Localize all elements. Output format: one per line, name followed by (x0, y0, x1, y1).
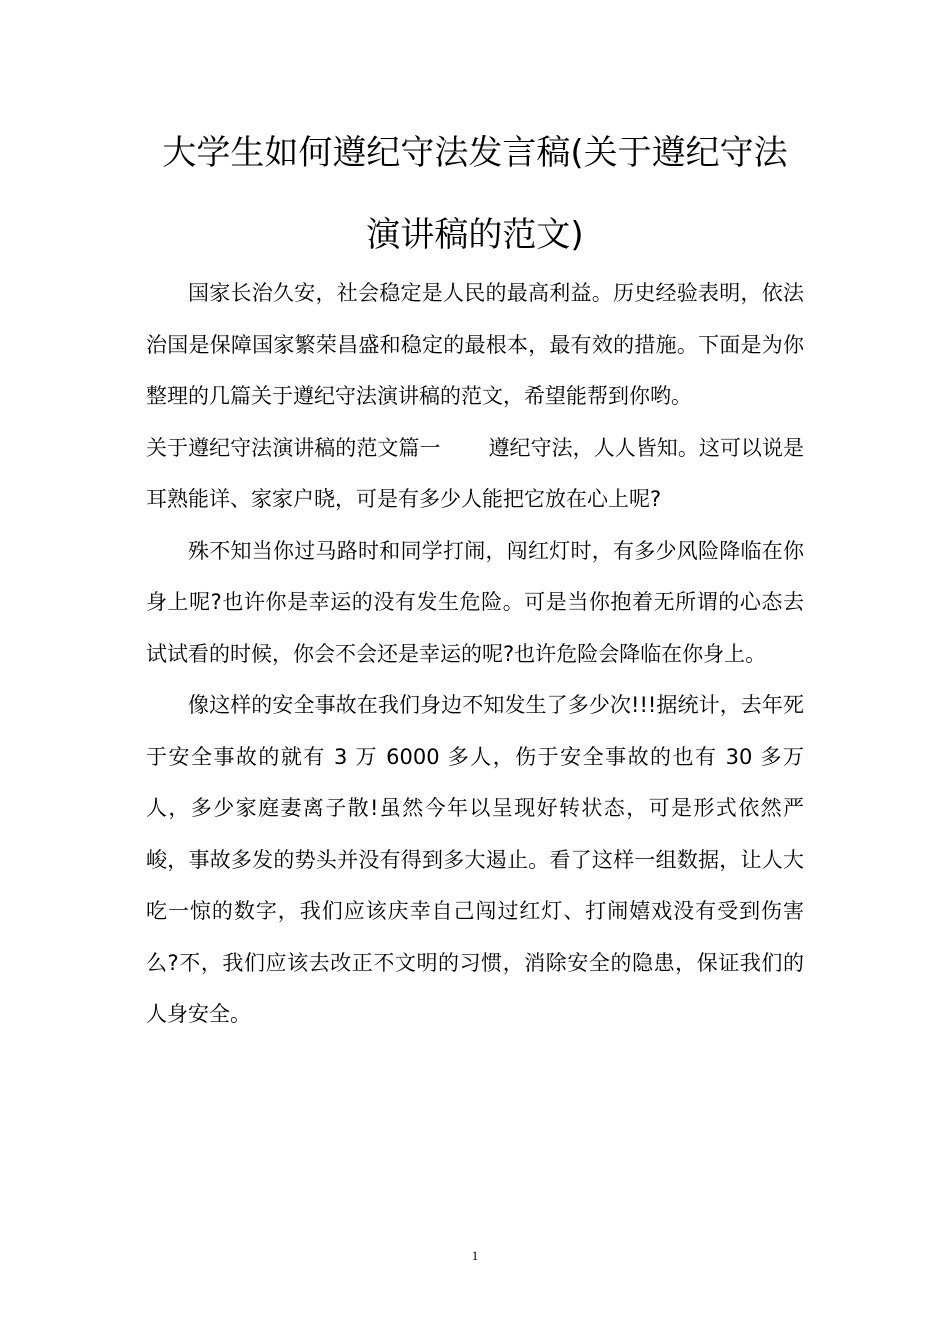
document-body (146, 268, 804, 1041)
page-number: 1 (471, 1248, 479, 1263)
section-text: 遵纪守法，人人皆知。这可以说是耳熟能详、家家户晓，可是有多少人能把它放在心上呢? (146, 435, 805, 511)
section-heading: 关于遵纪守法演讲稿的范文篇一 (146, 435, 441, 460)
document-title: 大学生如何遵纪守法发言稿(关于遵纪守法演讲稿的范文) (162, 133, 788, 255)
body-paragraph-2: 像这样的安全事故在我们身边不知发生了多少次!!!据统计，去年死于安全事故的就有 3 万 6000 多人，伤于安全事故的也有 30 多万人，多少家庭妻离子散!虽然今年以呈现好转状态，可是形式依然严峻，事故多发的势头并没有得到多大遏止。看了这样一组数据，让人大吃一惊的数字，我们应该庆幸自己闯过红灯、打闹嬉戏没有受到伤害么?不，我们应该去改正不文明的习惯，消除安全的隐患，保证我们的人身安全。 (146, 693, 804, 1026)
body-paragraph-1: 殊不知当你过马路时和同学打闹，闯红灯时，有多少风险降临在你身上呢?也许你是幸运的没有发生危险。可是当你抱着无所谓的心态去试试看的时候，你会不会还是幸运的呢?也许危险会降临在你身上。 (146, 538, 804, 666)
intro-paragraph: 国家长治久安，社会稳定是人民的最高利益。历史经验表明，依法治国是保障国家繁荣昌盛和稳定的最根本，最有效的措施。下面是为你整理的几篇关于遵纪守法演讲稿的范文，希望能帮到你哟。 (146, 281, 804, 408)
section-paragraph (146, 423, 804, 526)
